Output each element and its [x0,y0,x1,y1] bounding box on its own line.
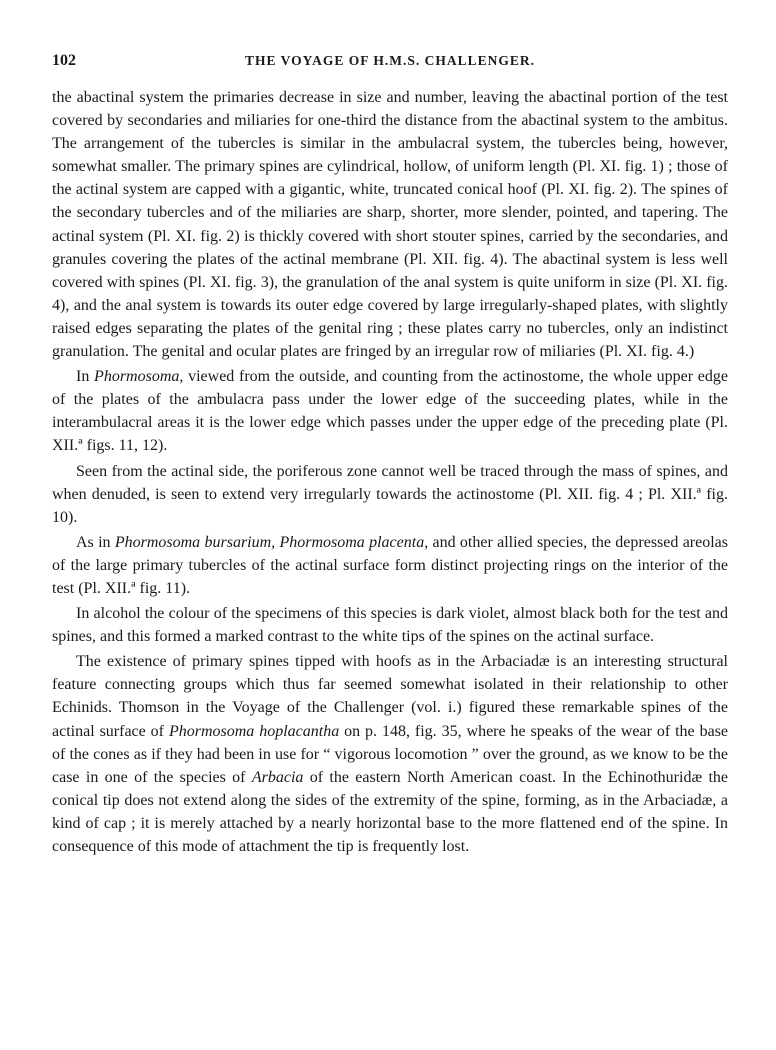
italic-text: Phormosoma bursarium, Phormosoma placenta, [114,533,429,551]
text-segment: and other allied species, the depressed areolas of the large primary tubercles of the actinal surface form distinct projecting rings on the interior of the test (Pl. XII.ª fig. 11). [52,533,728,597]
text-segment: viewed from the outside, and counting from the actinostome, the whole upper edge of the plates of the ambulacra pass under the lower edge of the succeeding plates, while in the interambulacral areas it is the lower edge which passes under the upper edge of the preceding plate (Pl. XII.ª figs. 11, 12). [52,368,729,455]
italic-text: Arbacia [251,768,304,786]
paragraph [52,86,728,363]
page-number: 102 [52,52,76,69]
text-segment: In [76,368,95,386]
paragraph [52,602,728,648]
paragraph [52,365,728,457]
text-segment: In alcohol the colour of the specimens of this species is dark violet, almost black both for the test and spines, and this formed a marked contrast to the white tips of the spines on the actinal surface. [52,605,728,646]
page-header [52,52,728,74]
text-segment: Seen from the actinal side, the poriferous zone cannot well be traced through the mass of spines, and when denuded, is seen to extend very irregularly towards the actinostome (Pl. XII. fig. 4 ; Pl. XII.ª fig. 10). [52,462,728,526]
running-title: THE VOYAGE OF H.M.S. CHALLENGER. [244,53,536,68]
body-text [52,86,728,858]
paragraph [52,460,728,529]
paragraph [52,531,728,600]
italic-text: Phormosoma hoplacantha [168,722,340,740]
text-segment: of the eastern North American coast. In the Echinothuridæ the conical tip does not extend along the sides of the extremity of the spine, forming, as in the Arbaciadæ, a kind of cap ; it is merely attached by a nearly horizontal base to the more flattened end of the spine. In consequence of this mode of attachment the tip is frequently lost. [52,768,728,855]
paragraph [52,650,728,858]
text-segment: the abactinal system the primaries decrease in size and number, leaving the abactinal portion of the test covered by secondaries and miliaries for one-third the distance from the abactinal system to the ambitus. The arrangement of the tubercles is similar in the ambulacral system, the tubercles being, however, somewhat smaller. The primary spines are cylindrical, hollow, of uniform length (Pl. XI. fig. 1) ; those of the actinal system are capped with a gigantic, white, truncated conical hoof (Pl. XI. fig. 2). The spines of the secondary tubercles and of the miliaries are sharp, shorter, more slender, pointed, and tapering. The actinal system (Pl. XI. fig. 2) is thickly covered with short stouter spines, carried by the secondaries, and granules covering the plates of the actinal membrane (Pl. XII. fig. 4). The abactinal system is less well covered with spines (Pl. XI. fig. 3), the granulation of the anal system is quite uniform in size (Pl. XI. fig. 4), and the anal system is towards its outer edge covered by large irregularly-shaped plates, with slightly raised edges separating the plates of the genital ring ; these plates carry no tubercles, only an indistinct granulation. The genital and ocular plates are fringed by an irregular row of miliaries (Pl. XI. fig. 4.) [52,89,728,361]
text-segment: on p. 148, fig. 35, where he speaks of the wear of the base of the cones as if they had been in use for “ vigorous locomotion ” over the ground, as we know to be the case in one of the species of [52,722,729,786]
text-segment: As in [76,533,115,551]
italic-text: Phormosoma, [94,368,184,386]
text-segment: The existence of primary spines tipped with hoofs as in the Arbaciadæ is an interesting structural feature connecting groups which thus far seemed somewhat isolated in their relationship to other Echinids. Thomson in the Voyage of the Challenger (vol. i.) figured these remarkable spines of the actinal surface of [52,653,728,740]
